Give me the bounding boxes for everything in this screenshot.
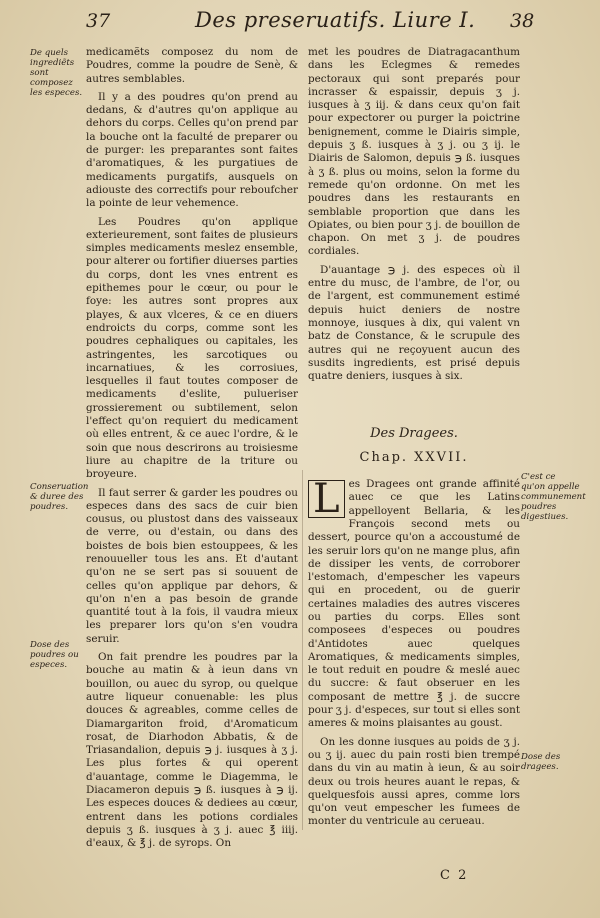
margin-note-digestiues: C'est ce qu'on appelle communement poudres digestiues. [521,472,586,522]
margin-note-ingredients: De quels ingrediẽts sont composez les especes. [30,48,83,98]
paragraph: Les Poudres qu'on applique exterieurement, sont faites de plusieurs simples medicaments meslez ensemble, pour alterer ou fortifier diuerses parties du corps, dont les vnes entrent es epithemes pour le cœur, ou pour le foye: les autres sont propres aux playes, & aux vlceres, & ce en diuers endroicts du corps, comme sont les poudres cephaliques ou capitales, les astringentes, les sarcotiques ou incarnatiues, & les corrosiues, lesquelles il faut toutes composer de medicaments d'eslite, pulueriser grossierement ou subtilement, selon l'effect qu'on requiert du medicament où elles entrent, & ce auec l'ordre, & le soin que nous descrirons au troisiesme liure au chapitre de la triture ou broyeure. [86,215,298,481]
paragraph: medicamẽts composez du nom de Poudres, comme la poudre de Senè, & autres semblables. [86,46,298,85]
drop-cap: L [308,480,345,518]
running-title: Des preseruatifs. Liure I. [195,8,476,32]
paragraph: met les poudres de Diatragacanthum dans les Eclegmes & remedes pectoraux qui sont preparés pour incrasser & espaissir, depuis ʒ j. iusques à ʒ iij. & dans ceux qu'on fait pour expectorer ou purger la poictrine benignement, comme le Diairis simple, depuis ʒ ß. iusques à ʒ j. ou ʒ ij. le Diairis de Salomon, depuis ℈ ß. iusques à ʒ ß. plus ou moins, selon la forme du remede qu'on ordonne. On met les poudres dans les restaurants en semblable proportion que dans les Opiates, ou bien pour ʒ j. de bouillon de chapon. On met ʒ j. de poudres cordiales. [308,46,520,258]
right-page-number: 38 [510,10,535,32]
chapter-paragraph [308,478,520,731]
paragraph: On fait prendre les poudres par la bouche au matin & à ieun dans vn bouillon, ou auec du syrop, ou quelque autre liqueur conuenable: les plus douces & agreables, comme celles de Diamargariton froid, d'Aromaticum rosat, de Diarhodon Abbatis, & de Triasandalion, depuis ℈ j. iusques à ʒ j. Les plus fortes & qui operent d'auantage, comme le Diagemma, le Diacameron depuis ℈ ß. iusques à ℈ ij. Les especes douces & dediees au cœur, entrent dans les potions cordiales depuis ʒ ß. iusques à ʒ j. auec ℥ iiij. d'eaux, & ℥ j. de syrops. On [86,651,298,850]
left-column [86,46,298,856]
paragraph: D'auantage ℈ j. des especes où il entre du musc, de l'ambre, de l'or, ou de l'argent, est communement estimé depuis huict deniers de nostre monnoye, iusques à dix, qui valent vn batz de Constance, & le scrupule des autres qui ne reçoyuent aucun des susdits ingredients, est prisé depuis quatre deniers, iusques à six. [308,263,520,383]
right-column [308,46,520,834]
margin-note-dose-dragees: Dose des dragees. [521,752,561,772]
paragraph: Il y a des poudres qu'on prend au dedans, & d'autres qu'on applique au dehors du corps. Celles qu'on prend par la bouche ont la faculté de preparer ou de purger: les preparantes sont faites d'aromatiques, & les purgatiues de medicaments purgatifs, ausquels on adiouste des correctifs pour reboufcher la pointe de leur vehemence. [86,90,298,210]
page-header [0,8,600,38]
chapter-title: Chap. XXVII. [359,449,469,465]
column-divider [302,470,303,830]
paragraph: Il faut serrer & garder les poudres ou especes dans des sacs de cuir bien cousus, ou plustost dans des vaisseaux de verre, ou d'estain, ou dans des boistes de bois bien estouppees, & les renouueller tous les ans. Et d'autant qu'on ne se sert pas si souuent de celles qu'on applique par dehors, & qu'on n'en a pas besoin de grande quantité tout à la fois, il vaudra mieux les preparer lors qu'on s'en voudra seruir. [86,486,298,645]
section-title: Des Dragees. [370,426,458,442]
margin-note-dose-poudres: Dose des poudres ou especes. [30,640,79,670]
left-page-number: 37 [86,10,111,32]
chapter-paragraph-text: es Dragees ont grande affinité auec ce que les Latins appelloyent Bellaria, & les François second mets ou dessert, pource qu'on a accoustumé de les seruir lors qu'on ne mange plus, afin de dissiper les vents, de corroborer l'estomach, d'empescher les vapeurs qui en procedent, ou de guerir certaines maladies des autres visceres ou parties du corps. Elles sont composees d'especes ou poudres d'Antidotes auec quelques Aromatiques, & medicaments simples, le tout reduit en poudre & meslé auec du succre: & faut obseruer en les composant de mettre ℥ j. de succre pour ʒ j. d'especes, sur tout si elles sont ameres & moins plaisantes au goust. [308,478,520,730]
paragraph: On les donne iusques au poids de ʒ j. ou ʒ ij. auec du pain rosti bien trempé dans du vin au matin à ieun, & au soir deux ou trois heures auant le repas, & quelquesfois aussi apres, comme lors qu'on veut empescher les fumees de monter du ventricule au cerueau. [308,735,520,828]
signature-mark: C 2 [440,868,469,883]
margin-note-conservation: Conseruation & duree des poudres. [30,482,89,512]
